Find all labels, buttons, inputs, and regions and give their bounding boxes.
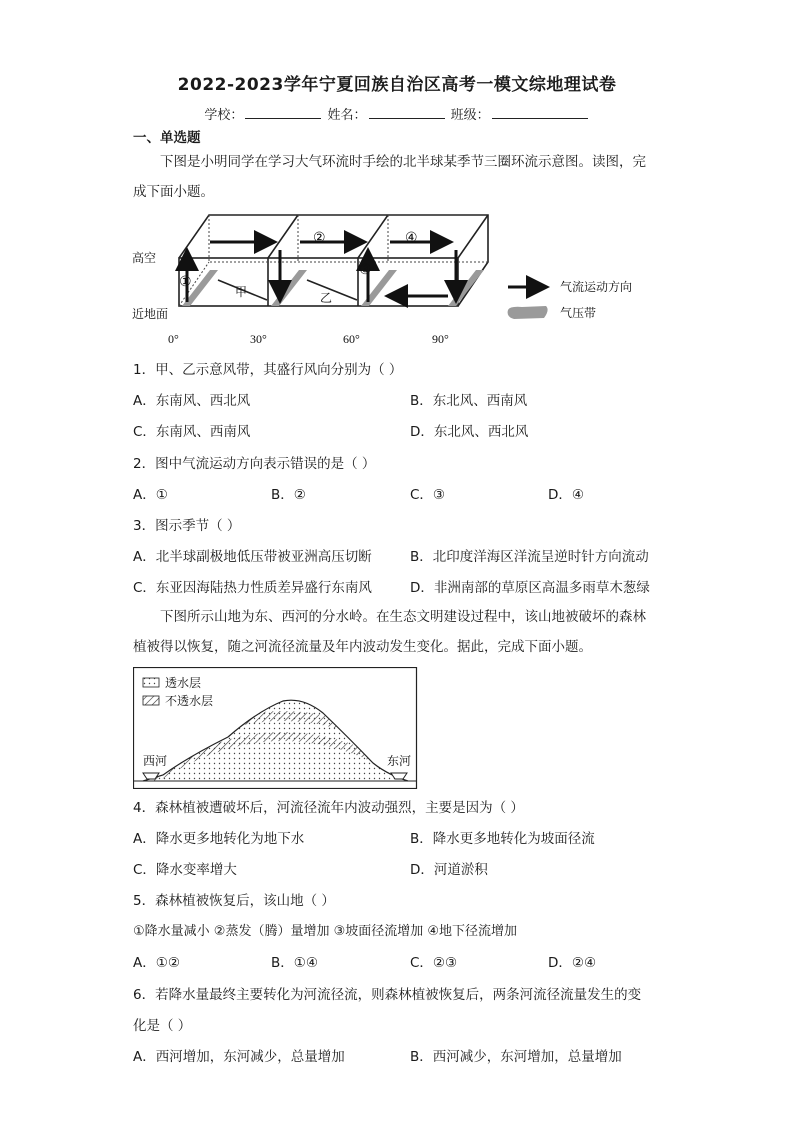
legend-arrow-label: 气流运动方向 xyxy=(560,280,633,294)
q1-stem: 1．甲、乙示意风带，其盛行风向分别为（ ） xyxy=(133,362,403,378)
q2-option-b[interactable]: B．② xyxy=(271,487,306,503)
label-yi: 乙 xyxy=(320,291,333,305)
q1-option-c[interactable]: C．东南风、西南风 xyxy=(133,424,251,440)
lat-90: 90° xyxy=(432,332,449,346)
intro1-line2: 成下面小题。 xyxy=(133,184,214,200)
q4-option-a[interactable]: A．降水更多地转化为地下水 xyxy=(133,831,305,847)
legend-permeable-label: 透水层 xyxy=(165,676,202,690)
circulation-diagram xyxy=(130,210,650,350)
q5-stem: 5．森林植被恢复后，该山地（ ） xyxy=(133,893,335,909)
class-blank[interactable] xyxy=(492,106,588,119)
q6-stem-line2: 化是（ ） xyxy=(133,1018,192,1034)
q2-option-c[interactable]: C．③ xyxy=(410,487,446,503)
intro2-line1: 下图所示山地为东、西河的分水岭。在生态文明建设过程中，该山地被破坏的森林 xyxy=(160,609,646,625)
q3-option-b[interactable]: B．北印度洋海区洋流呈逆时针方向流动 xyxy=(410,549,649,565)
lat-30: 30° xyxy=(250,332,267,346)
marker-1: ① xyxy=(179,275,192,290)
mountain-diagram xyxy=(133,667,418,789)
q5-option-a[interactable]: A．①② xyxy=(133,955,180,971)
q2-stem: 2．图中气流运动方向表示错误的是（ ） xyxy=(133,456,376,472)
legend-impermeable-swatch xyxy=(143,696,159,705)
q4-option-c[interactable]: C．降水变率增大 xyxy=(133,862,237,878)
hidden-edges xyxy=(179,215,488,306)
q5-option-c[interactable]: C．②③ xyxy=(410,955,458,971)
q2-option-a[interactable]: A．① xyxy=(133,487,168,503)
page-title: 2022-2023学年宁夏回族自治区高考一模文综地理试卷 xyxy=(177,75,617,95)
q5-statement-list: ①降水量减小 ②蒸发（腾）量增加 ③坡面径流增加 ④地下径流增加 xyxy=(133,924,518,939)
marker-2: ② xyxy=(313,231,326,246)
q1-option-b[interactable]: B．东北风、西南风 xyxy=(410,393,528,409)
name-label: 姓名： xyxy=(327,108,367,123)
legend-belt-label: 气压带 xyxy=(560,306,597,320)
q6-stem-line1: 6．若降水量最终主要转化为河流径流，则森林植被恢复后，两条河流径流量发生的变 xyxy=(133,987,642,1003)
marker-4: ④ xyxy=(405,231,418,246)
lat-0: 0° xyxy=(168,332,179,346)
west-river-label: 西河 xyxy=(143,754,168,768)
student-info-line xyxy=(0,104,794,123)
q2-option-d[interactable]: D．④ xyxy=(548,487,584,503)
east-river-label: 东河 xyxy=(387,754,412,768)
box-outline xyxy=(179,215,488,306)
pressure-belts xyxy=(182,270,484,306)
name-blank[interactable] xyxy=(369,106,445,119)
intro2-line2: 植被得以恢复，随之河流径流量及年内波动发生变化。据此，完成下面小题。 xyxy=(133,639,592,655)
intro1-line1: 下图是小明同学在学习大气环流时手绘的北半球某季节三圈环流示意图。读图，完 xyxy=(160,154,646,170)
q3-stem: 3．图示季节（ ） xyxy=(133,518,241,534)
school-blank[interactable] xyxy=(245,106,321,119)
q3-option-c[interactable]: C．东亚因海陆热力性质差异盛行东南风 xyxy=(133,580,372,596)
label-upper-air: 高空 xyxy=(132,251,157,265)
q6-option-a[interactable]: A．西河增加，东河减少，总量增加 xyxy=(133,1049,345,1065)
intro-paragraph-2 xyxy=(133,602,663,662)
q3-option-a[interactable]: A．北半球副极地低压带被亚洲高压切断 xyxy=(133,549,372,565)
legend-permeable-swatch xyxy=(143,678,159,687)
q1-option-d[interactable]: D．东北风、西北风 xyxy=(410,424,529,440)
label-jia: 甲 xyxy=(235,285,248,299)
q1-option-a[interactable]: A．东南风、西北风 xyxy=(133,393,251,409)
section-heading: 一、单选题 xyxy=(133,130,201,146)
q4-option-d[interactable]: D．河道淤积 xyxy=(410,862,488,878)
legend-impermeable-label: 不透水层 xyxy=(165,694,214,708)
school-label: 学校： xyxy=(204,108,244,123)
legend-belt-icon xyxy=(508,306,548,319)
q5-option-d[interactable]: D．②④ xyxy=(548,955,597,971)
q5-option-b[interactable]: B．①④ xyxy=(271,955,318,971)
label-near-surface: 近地面 xyxy=(132,307,169,321)
intro-paragraph-1 xyxy=(133,147,663,207)
q6-option-b[interactable]: B．西河减少，东河增加，总量增加 xyxy=(410,1049,622,1065)
lat-60: 60° xyxy=(343,332,360,346)
q4-option-b[interactable]: B．降水更多地转化为坡面径流 xyxy=(410,831,595,847)
marker-3: ③ xyxy=(359,263,372,278)
class-label: 班级： xyxy=(450,108,490,123)
q4-stem: 4．森林植被遭破坏后，河流径流年内波动强烈，主要是因为（ ） xyxy=(133,800,524,816)
q3-option-d[interactable]: D．非洲南部的草原区高温多雨草木葱绿 xyxy=(410,580,650,596)
